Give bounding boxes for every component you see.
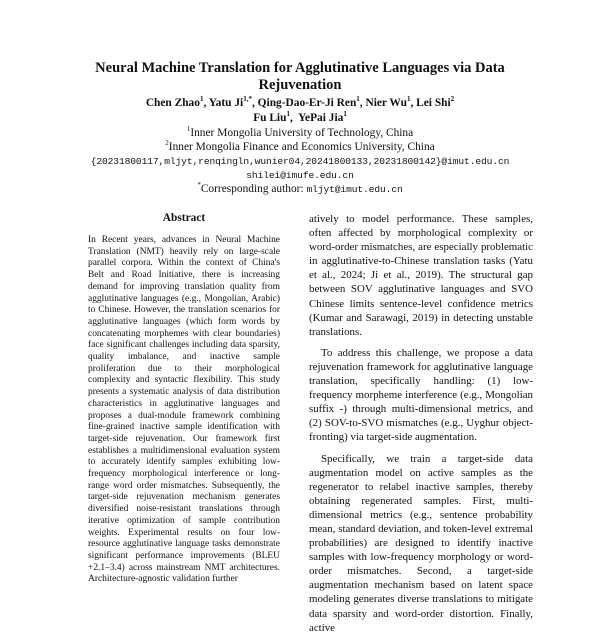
email-line-2[interactable]: shilei@imufe.edu.cn <box>246 170 354 181</box>
affiliation-2 <box>40 140 560 154</box>
author-sup: 1 <box>286 110 290 119</box>
author-sup: 1 <box>199 95 204 104</box>
author-name: YePai Jia <box>298 112 344 124</box>
paper-title: Neural Machine Translation for Agglutinative Languages via Data Rejuvenation <box>95 60 505 93</box>
affiliation-sup: 2 <box>165 139 169 148</box>
body-column <box>309 212 533 642</box>
author-line-1: Chen Zhao$^1$, Yatu $Ji^{1,*}$, Qing-Dao-Er-Ji Ren$^1$, Nier Wu$^1$, Lei Shi$^2$ <box>145 95 455 109</box>
author-name: Qing-Dao-Er-Ji Ren <box>257 97 357 109</box>
author-name: Chen Zhao <box>145 97 200 109</box>
body-paragraph-1: atively to model performance. These samples, often affected by morphological complexity or word-order mismatches, are especially problematic in agglutinative-to-Chinese translation tasks (Yatu et al., 2024; Ji et al., 2019). The structural gap between SOV agglutinative languages and SVO Chinese limits sentence-level confidence metrics (Kumar and Sarawagi, 2019) in detecting unstable translations. <box>309 213 533 338</box>
author-sup: 1 <box>356 95 360 104</box>
author-name: Lei Shi <box>416 97 451 109</box>
affiliation-sup: 1 <box>186 125 191 134</box>
author-sup: 1,* <box>243 95 252 104</box>
affiliation-1 <box>40 126 560 140</box>
author-list <box>60 96 540 126</box>
affiliation-text: Inner Mongolia University of Technology, China <box>190 127 414 139</box>
author-sup: 2 <box>450 95 455 104</box>
author-sup: 1 <box>343 110 347 119</box>
abstract-text: In Recent years, advances in Neural Machine Translation (NMT) heavily rely on large-scale parallel corpora. Within the context of China's Belt and Road Initiative, there is increasing demand for improving translation quality from agglutinative languages (e.g., Mongolian, Arabic) to Chinese. However, the translation scenarios for agglutinative languages (which form words by concatenating morphemes with clear boundaries) face significant challenges including data sparsity, quality imbalance, and inactive sample proliferation due to their morphological complexity and syntactic flexibility. This study presents a systematic analysis of data distribution characteristics in agglutinative languages and proposes a dual-module framework combining fine-grained inactive sample identification with target-side rejuvenation. Our framework first establishes a multidimensional evaluation system to accurately identify samples exhibiting low-frequency morphological interference or long-range word order mismatches. Subsequently, the target-side rejuvenation mechanism generates diversified noise-resistant translations through iterative optimization of sample contribution weights. Experimental results on four low-resource agglutinative language tasks demonstrate significant performance improvements (BLEU +2.1–3.4) across mainstream NMT architectures. Architecture-agnostic validation further <box>88 235 280 585</box>
author-name: Fu Liu <box>253 112 287 124</box>
author-name: Nier Wu <box>365 97 407 109</box>
author-line-2: Fu Liu$^1$, YePai Jia$^1$ <box>253 110 347 124</box>
corresponding-label: Corresponding author: <box>200 183 307 195</box>
body-paragraph-2: To address this challenge, we propose a data rejuvenation framework for agglutinative language translation, specifically handling: (1) low-frequency morpheme interference (e.g., Mongolian suffix -) through multi-dimensional metrics, and (2) SOV-to-SVO mismatches (e.g., Uyghur object-fronting) via target-side augmentation. <box>309 346 533 444</box>
author-sup: 1 <box>406 95 411 104</box>
abstract-heading: Abstract <box>162 212 206 224</box>
corresponding-author <box>40 182 560 197</box>
corresponding-email[interactable]: mljyt@imut.edu.cn <box>306 184 403 195</box>
corresponding-sup: * <box>197 181 201 190</box>
body-paragraph-3: Specifically, we train a target-side data augmentation model on active samples as the regenerator to relabel inactive samples, thereby obtaining regenerated samples. First, multi-dimensional metrics (e.g., sentence probability mean, standard deviation, and token-level extremal probabilities) are designed to identify inactive samples with low-frequency morphology or word-order mismatches. Second, a target-side augmentation mechanism based on latent space modeling generates diverse translations to mitigate data sparsity and word-order distortion. Finally, active <box>309 452 533 634</box>
email-line-1[interactable]: {20231800117,mljyt,renqingln,wunier04,20241800133,20231800142}@imut.edu.cn <box>90 156 510 167</box>
author-name: Yatu Ji <box>208 97 244 109</box>
affiliation-text: Inner Mongolia Finance and Economics University, China <box>168 141 435 153</box>
